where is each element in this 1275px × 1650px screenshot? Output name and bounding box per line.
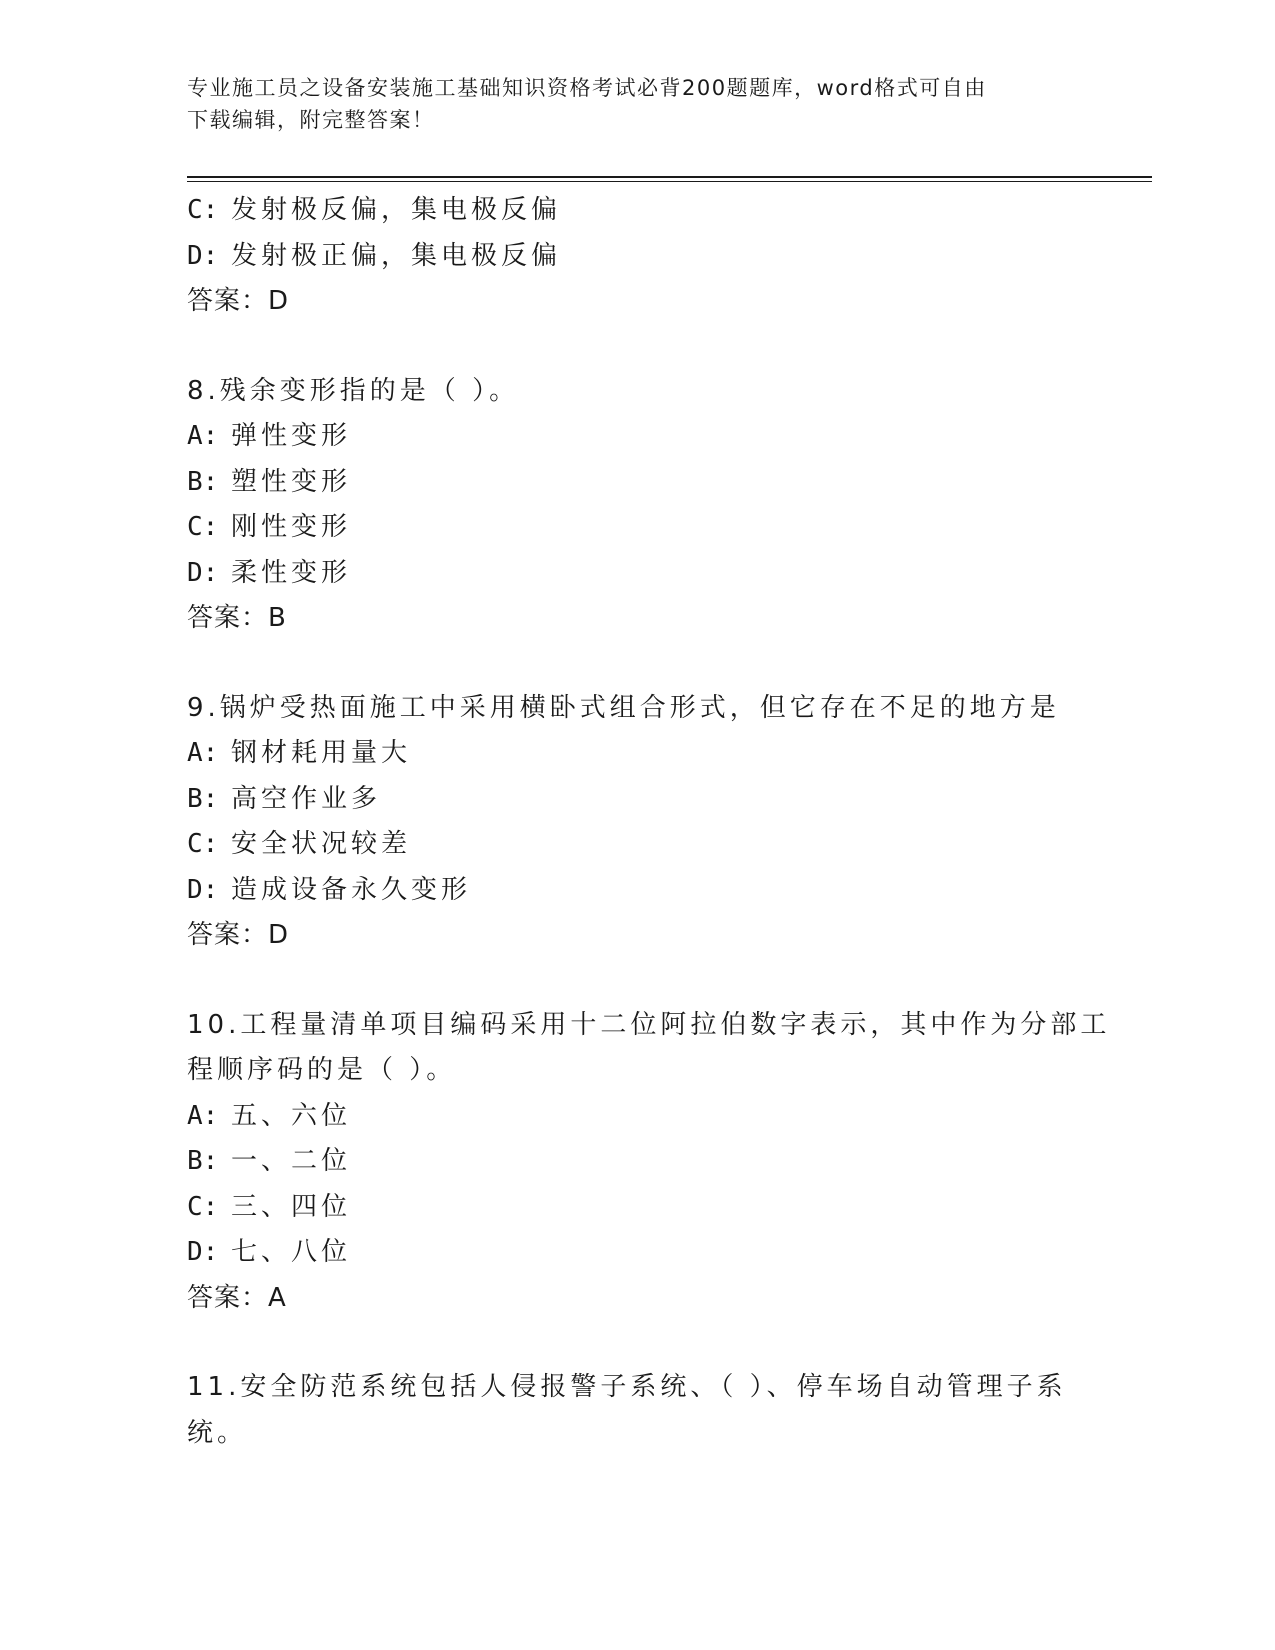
question-list	[187, 188, 1111, 1456]
question-text: 9.锅炉受热面施工中采用横卧式组合形式，但它存在不足的地方是	[187, 692, 1060, 723]
header-title-line-1: 专业施工员之设备安装施工基础知识资格考试必背200题题库，word格式可自由	[187, 76, 987, 100]
question-spacer	[187, 959, 1087, 1003]
answer-line: 答案：A	[187, 1282, 287, 1313]
option-c	[187, 505, 1087, 551]
option-c	[187, 188, 1087, 234]
option-label: C:	[187, 829, 219, 859]
option-text: 造成设备永久变形	[231, 874, 472, 905]
question-10	[187, 1003, 1111, 1322]
question-text-line-1: 11.安全防范系统包括人侵报警子系统、（ ）、停车场自动管理子系	[187, 1372, 1067, 1402]
option-label: C:	[187, 195, 219, 225]
option-label: A:	[187, 738, 219, 768]
option-label: C:	[187, 512, 219, 542]
option-text: 三、四位	[231, 1191, 352, 1222]
option-label: A:	[187, 1100, 219, 1131]
option-text: 安全状况较差	[231, 829, 412, 859]
question-spacer	[187, 1321, 1087, 1365]
option-a	[187, 1094, 1087, 1140]
question-spacer	[187, 325, 1087, 369]
answer-line: 答案：B	[187, 603, 287, 633]
question-text-line-1: 10.工程量清单项目编码采用十二位阿拉伯数字表示，其中作为分部工	[187, 1009, 1111, 1040]
option-label: B:	[187, 1146, 219, 1176]
header-divider-thin	[187, 181, 1152, 182]
option-text: 五、六位	[231, 1100, 352, 1131]
option-label: D:	[187, 240, 219, 271]
option-label: B:	[187, 466, 219, 497]
question-7-tail	[187, 188, 1087, 325]
question-text-line-2: 统。	[187, 1417, 248, 1448]
option-label: D:	[187, 874, 219, 905]
option-a	[187, 731, 1087, 777]
option-d	[187, 1230, 1087, 1276]
document-header	[187, 72, 1067, 136]
option-c	[187, 822, 1087, 868]
option-text: 发射极正偏，集电极反偏	[231, 240, 562, 271]
option-b	[187, 1139, 1087, 1185]
header-title-line-2: 下载编辑，附完整答案！	[187, 108, 435, 132]
question-9	[187, 686, 1087, 959]
option-text: 七、八位	[231, 1237, 352, 1267]
header-divider-thick	[187, 176, 1152, 178]
answer-line: 答案：D	[187, 920, 290, 950]
option-label: A:	[187, 421, 219, 451]
option-d	[187, 234, 1087, 280]
option-label: D:	[187, 557, 219, 588]
option-d	[187, 868, 1087, 914]
option-text: 刚性变形	[231, 512, 352, 542]
option-a	[187, 414, 1087, 460]
option-b	[187, 460, 1087, 506]
option-text: 钢材耗用量大	[231, 738, 412, 768]
option-label: C:	[187, 1191, 219, 1222]
option-text: 弹性变形	[231, 421, 352, 451]
option-d	[187, 551, 1087, 597]
option-text: 发射极反偏，集电极反偏	[231, 195, 562, 225]
option-label: D:	[187, 1237, 219, 1267]
option-text: 一、二位	[231, 1146, 352, 1176]
option-label: B:	[187, 783, 219, 814]
question-text-line-2: 程顺序码的是（ ）。	[187, 1055, 457, 1085]
question-text: 8.残余变形指的是（ ）。	[187, 375, 520, 406]
option-text: 塑性变形	[231, 466, 352, 497]
question-11	[187, 1365, 1087, 1456]
question-8	[187, 369, 1087, 642]
option-text: 高空作业多	[231, 783, 382, 814]
question-spacer	[187, 642, 1087, 686]
option-text: 柔性变形	[231, 557, 352, 588]
option-c	[187, 1185, 1087, 1231]
option-b	[187, 777, 1087, 823]
answer-line: 答案：D	[187, 286, 290, 316]
